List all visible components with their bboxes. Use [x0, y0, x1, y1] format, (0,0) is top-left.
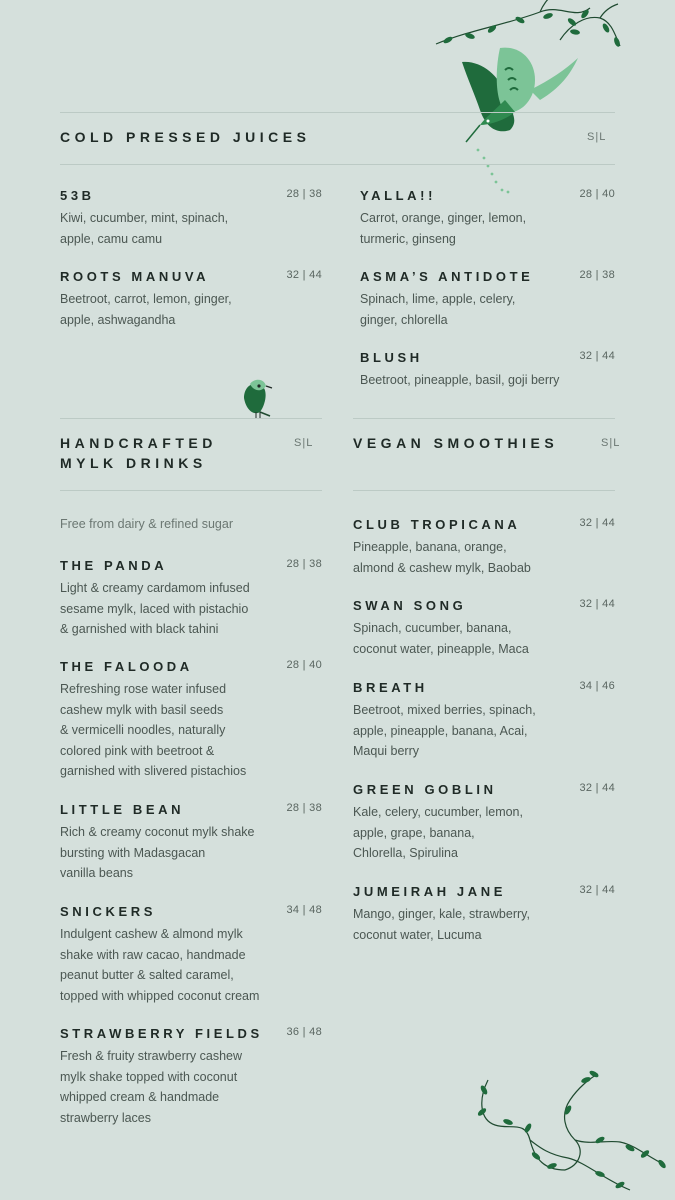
- item-description: Light & creamy cardamom infused sesame mylk, laced with pistachio & garnished with black tahini: [60, 581, 250, 636]
- menu-item: [60, 903, 322, 1006]
- vine-icon: [470, 1070, 670, 1200]
- item-price: 28 | 40: [286, 659, 322, 671]
- item-name: BLUSH: [360, 350, 423, 365]
- size-label: S|L: [587, 131, 607, 143]
- menu-item: [60, 557, 322, 640]
- item-name: THE PANDA: [60, 558, 168, 573]
- item-description: Mango, ginger, kale, strawberry, coconut water, Lucuma: [353, 907, 530, 942]
- item-name: YALLA!!: [360, 188, 436, 203]
- menu-item: [360, 187, 615, 249]
- item-price: 34 | 46: [579, 680, 615, 692]
- item-name: ROOTS MANUVA: [60, 269, 210, 284]
- menu-item: [60, 187, 322, 249]
- item-name: THE FALOODA: [60, 659, 193, 674]
- item-price: 34 | 48: [286, 904, 322, 916]
- menu-item: [353, 883, 615, 945]
- size-label: S|L: [601, 437, 621, 449]
- item-price: 32 | 44: [579, 598, 615, 610]
- section-divider: [60, 164, 615, 165]
- menu-item: [353, 781, 615, 864]
- item-price: 32 | 44: [579, 517, 615, 529]
- section-note: Free from dairy & refined sugar: [60, 517, 233, 531]
- item-description: Fresh & fruity strawberry cashew mylk shake topped with coconut whipped cream & handmade strawberry laces: [60, 1049, 242, 1125]
- hummingbird-vine-icon: [0, 0, 675, 200]
- item-name: BREATH: [353, 680, 428, 695]
- section-divider: [60, 418, 322, 419]
- section-title-cold-pressed: COLD PRESSED JUICES: [60, 129, 311, 145]
- item-description: Spinach, lime, apple, celery, ginger, chlorella: [360, 292, 516, 327]
- section-divider: [353, 418, 615, 419]
- item-description: Indulgent cashew & almond mylk shake with raw cacao, handmade peanut butter & salted caramel, topped with whipped coconut cream: [60, 927, 260, 1003]
- item-name: JUMEIRAH JANE: [353, 884, 506, 899]
- item-price: 28 | 38: [286, 802, 322, 814]
- menu-item: [353, 516, 615, 578]
- item-description: Refreshing rose water infused cashew mylk with basil seeds & vermicelli noodles, naturally colored pink with beetroot & garnished with slivered pistachios: [60, 682, 247, 778]
- item-name: ASMA’S ANTIDOTE: [360, 269, 534, 284]
- item-price: 36 | 48: [286, 1026, 322, 1038]
- menu-item: [60, 801, 322, 884]
- item-name: LITTLE BEAN: [60, 802, 185, 817]
- item-description: Kale, celery, cucumber, lemon, apple, grape, banana, Chlorella, Spirulina: [353, 805, 523, 860]
- item-price: 32 | 44: [579, 782, 615, 794]
- item-name: CLUB TROPICANA: [353, 517, 521, 532]
- menu-item: [360, 268, 615, 330]
- size-label: S|L: [294, 437, 314, 449]
- item-price: 28 | 40: [579, 188, 615, 200]
- section-title-mylk-line2: MYLK DRINKS: [60, 455, 207, 471]
- item-price: 32 | 44: [579, 884, 615, 896]
- item-description: Beetroot, mixed berries, spinach, apple, pineapple, banana, Acai, Maqui berry: [353, 703, 536, 758]
- item-name: SWAN SONG: [353, 598, 467, 613]
- item-description: Spinach, cucumber, banana, coconut water, pineapple, Maca: [353, 621, 529, 656]
- item-price: 32 | 44: [579, 350, 615, 362]
- menu-item: [353, 679, 615, 762]
- item-description: Kiwi, cucumber, mint, spinach, apple, camu camu: [60, 211, 229, 246]
- menu-item: [60, 1025, 322, 1128]
- item-price: 32 | 44: [286, 269, 322, 281]
- menu-item: [360, 349, 615, 391]
- menu-item: [353, 597, 615, 659]
- section-divider: [60, 112, 615, 113]
- menu-item: [60, 658, 322, 782]
- item-description: Rich & creamy coconut mylk shake bursting with Madasgacan vanilla beans: [60, 825, 255, 880]
- section-title-smoothies: VEGAN SMOOTHIES: [353, 435, 559, 451]
- item-description: Beetroot, pineapple, basil, goji berry: [360, 373, 560, 387]
- item-price: 28 | 38: [286, 558, 322, 570]
- section-divider: [353, 490, 615, 491]
- small-bird-icon: [240, 378, 280, 418]
- item-price: 28 | 38: [579, 269, 615, 281]
- item-description: Pineapple, banana, orange, almond & cashew mylk, Baobab: [353, 540, 531, 575]
- item-description: Carrot, orange, ginger, lemon, turmeric, ginseng: [360, 211, 527, 246]
- item-name: STRAWBERRY FIELDS: [60, 1026, 263, 1041]
- item-name: SNICKERS: [60, 904, 156, 919]
- item-price: 28 | 38: [286, 188, 322, 200]
- section-title-mylk: HANDCRAFTED: [60, 435, 217, 451]
- item-name: 53B: [60, 188, 95, 203]
- item-description: Beetroot, carrot, lemon, ginger, apple, ashwagandha: [60, 292, 232, 327]
- section-divider: [60, 490, 322, 491]
- menu-item: [60, 268, 322, 330]
- item-name: GREEN GOBLIN: [353, 782, 497, 797]
